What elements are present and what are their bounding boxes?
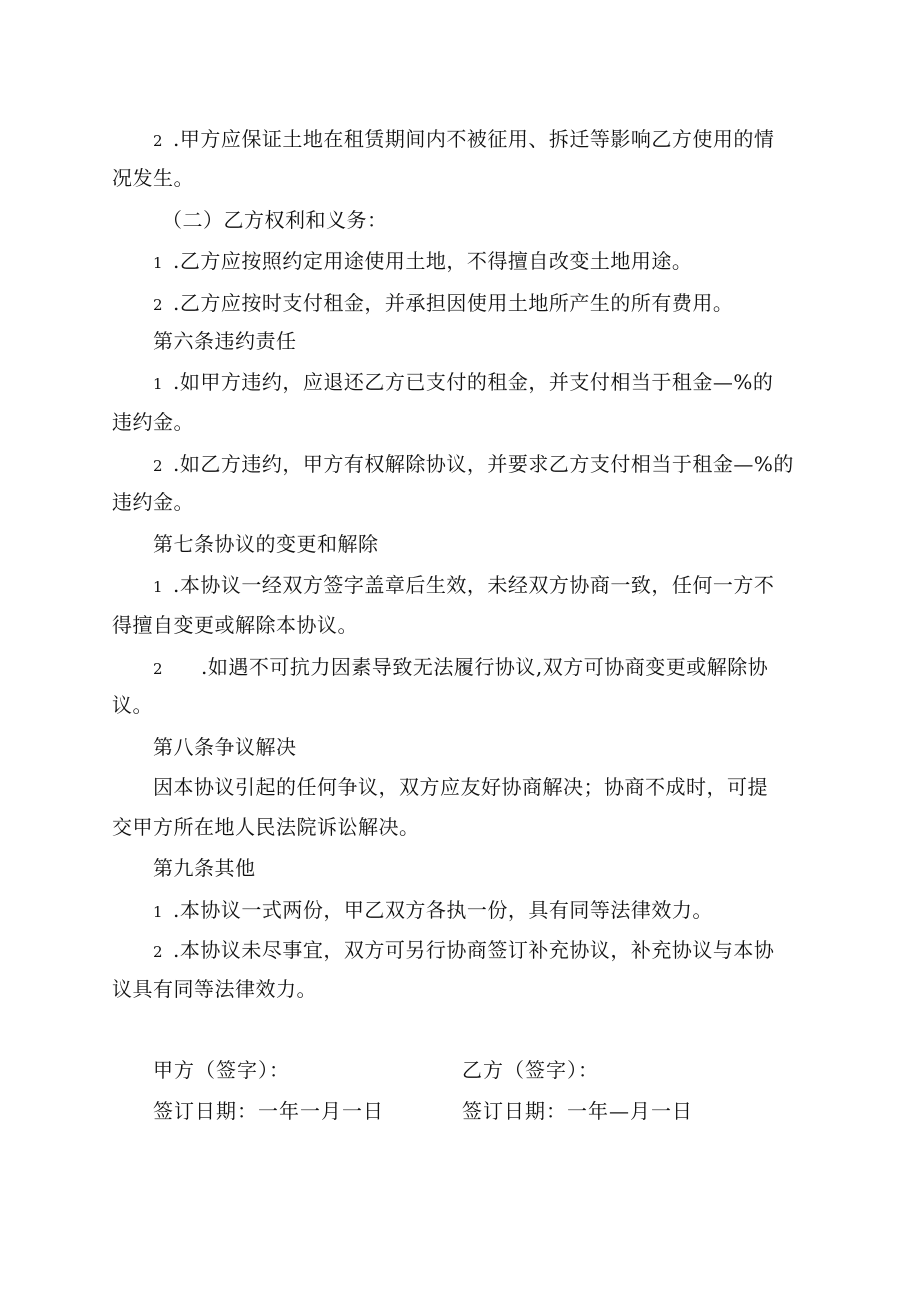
clause-4-line-2: 违约金。 (112, 410, 194, 434)
clause-10-line-2: 议具有同等法律效力。 (112, 977, 317, 1001)
clause-9 (153, 895, 853, 925)
clause-text: .本协议一经双方签字盖章后生效，未经双方协商一致，任何一方不 (173, 573, 775, 597)
clause-7-line-1 (153, 652, 853, 682)
party-b-sign-date: 签订日期：一年—月一日 (462, 1099, 693, 1123)
clause-10-line-1 (153, 935, 853, 965)
article-heading: 第七条协议的变更和解除 (153, 532, 379, 556)
clause-8-line-1: 因本协议引起的任何争议，双方应友好协商解决；协商不成时，可提 (153, 775, 768, 799)
clause-5-line-1 (153, 449, 853, 479)
clause-text: .如乙方违约，甲方有权解除协议，并要求乙方支付相当于租金—%的 (173, 452, 794, 476)
party-a-sign-date: 签订日期：一年一月一日 (153, 1099, 384, 1123)
clause-1-line-2: 况发生。 (112, 166, 194, 190)
clause-text: .本协议一式两份，甲乙双方各执一份，具有同等法律效力。 (173, 898, 713, 922)
clause-1-line-1 (153, 124, 853, 154)
clause-number: 2 (153, 132, 164, 150)
clause-text: .乙方应按时支付租金，并承担因使用土地所产生的所有费用。 (173, 291, 734, 315)
clause-number: 2 (153, 943, 164, 961)
clause-number: 2 (153, 660, 164, 678)
clause-number: 1 (153, 578, 164, 596)
article-heading: 第六条违约责任 (153, 329, 297, 353)
clause-number: 1 (153, 375, 164, 393)
clause-text: .如遇不可抗力因素导致无法履行协议,双方可协商变更或解除协 (201, 655, 769, 679)
clause-6-line-1 (153, 570, 853, 600)
clause-4-line-1 (153, 367, 853, 397)
clause-3 (153, 288, 853, 318)
clause-6-line-2: 得擅自变更或解除本协议。 (112, 613, 358, 637)
clause-number: 2 (153, 457, 164, 475)
section-heading: （二）乙方权利和义务： (162, 208, 388, 232)
article-heading: 第九条其他 (153, 856, 256, 880)
clause-2 (153, 246, 853, 276)
clause-number: 1 (153, 903, 164, 921)
clause-text: .甲方应保证土地在租赁期间内不被征用、拆迁等影响乙方使用的情 (173, 127, 775, 151)
article-heading: 第八条争议解决 (153, 735, 297, 759)
party-b-signature-label: 乙方（签字）： (462, 1058, 599, 1082)
clause-text: .乙方应按照约定用途使用土地，不得擅自改变土地用途。 (173, 249, 693, 273)
clause-number: 1 (153, 254, 164, 272)
clause-number: 2 (153, 296, 164, 314)
party-a-signature-label: 甲方（签字）： (153, 1058, 290, 1082)
clause-text: .本协议未尽事宜，双方可另行协商签订补充协议，补充协议与本协 (173, 938, 775, 962)
clause-8-line-2: 交甲方所在地人民法院诉讼解决。 (112, 815, 420, 839)
clause-text: .如甲方违约，应退还乙方已支付的租金，并支付相当于租金—%的 (173, 370, 774, 394)
clause-5-line-2: 违约金。 (112, 490, 194, 514)
clause-7-line-2: 议。 (112, 693, 153, 717)
